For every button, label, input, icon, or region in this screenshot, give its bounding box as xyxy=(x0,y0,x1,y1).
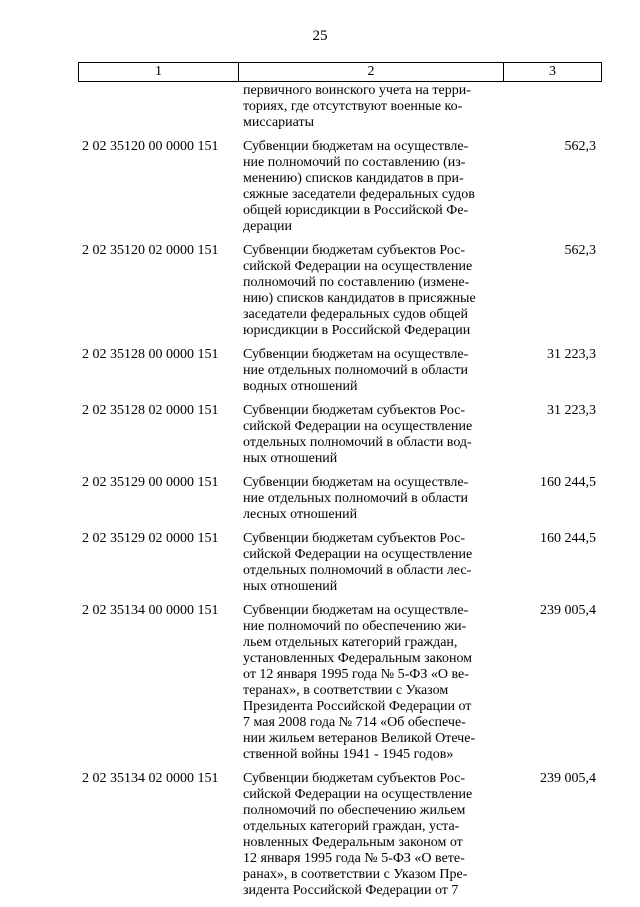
amount-cell: 562,3 xyxy=(564,243,596,258)
table-body xyxy=(78,83,602,907)
description-cell: Субвенции бюджетам на осуществле- ние полномочий по составлению (из- менению) списков кандидатов в при- сяжные заседатели федеральных судов общей юрисдикции в Российской Фе- дерации xyxy=(243,139,475,234)
description-cell: Субвенции бюджетам субъектов Рос- сийской Федерации на осуществление отдельных полномочий в области лес- ных отношений xyxy=(243,531,473,594)
description-cell: Субвенции бюджетам субъектов Рос- сийской Федерации на осуществление полномочий по составлению (измене- нию) списков кандидатов в присяжные заседатели федеральных судов общей юрисдикции в Российской Федерации xyxy=(243,243,476,338)
header-col-2: 2 xyxy=(239,63,504,81)
amount-cell: 31 223,3 xyxy=(547,403,596,418)
header-col-3: 3 xyxy=(549,64,556,79)
code-cell: 2 02 35128 02 0000 151 xyxy=(82,403,219,418)
amount-cell: 239 005,4 xyxy=(540,603,596,618)
amount-cell xyxy=(501,83,602,131)
table-row xyxy=(78,771,602,899)
table-row xyxy=(78,531,602,595)
code-cell: 2 02 35128 00 0000 151 xyxy=(82,347,219,362)
amount-cell: 31 223,3 xyxy=(547,347,596,362)
header-col-1: 1 xyxy=(79,63,239,81)
code-cell: 2 02 35134 00 0000 151 xyxy=(82,603,219,618)
description-cell: Субвенции бюджетам субъектов Рос- сийской Федерации на осуществление полномочий по обеспечению жильем отдельных категорий граждан, уста- новленных Федеральным законом от 12 января 1995 года № 5-ФЗ «О вете- ранах», в соответствии с Указом Пре- зидента Российской Федерации от 7 xyxy=(243,771,473,898)
description-cell: Субвенции бюджетам на осуществле- ние отдельных полномочий в области лесных отношений xyxy=(243,475,469,522)
code-cell xyxy=(78,83,239,131)
table-header xyxy=(78,62,602,82)
amount-cell: 160 244,5 xyxy=(540,475,596,490)
code-cell: 2 02 35129 00 0000 151 xyxy=(82,475,219,490)
page-number: 25 xyxy=(312,28,328,44)
description-cell: Субвенции бюджетам на осуществле- ние отдельных полномочий в области водных отношений xyxy=(243,347,469,394)
table-row xyxy=(78,475,602,523)
code-cell: 2 02 35134 02 0000 151 xyxy=(82,771,219,786)
table-row-continuation xyxy=(78,83,602,131)
table-row xyxy=(78,347,602,395)
amount-cell: 562,3 xyxy=(564,139,596,154)
code-cell: 2 02 35120 00 0000 151 xyxy=(82,139,219,154)
table-row xyxy=(78,603,602,763)
code-cell: 2 02 35120 02 0000 151 xyxy=(82,243,219,258)
amount-cell: 160 244,5 xyxy=(540,531,596,546)
code-cell: 2 02 35129 02 0000 151 xyxy=(82,531,219,546)
amount-cell: 239 005,4 xyxy=(540,771,596,786)
table-row xyxy=(78,243,602,339)
table-row xyxy=(78,403,602,467)
description-cell: первичного воинского учета на терри- ториях, где отсутствуют военные ко- миссариаты xyxy=(243,83,471,130)
description-cell: Субвенции бюджетам на осуществле- ние полномочий по обеспечению жи- льем отдельных категорий граждан, установленных Федеральным законом от 12 января 1995 года № 5-ФЗ «О ве- теранах», в соответствии с Указом Президента Российской Федерации от 7 мая 2008 года № 714 «Об обеспече- нии жильем ветеранов Великой Отече- ственной войны 1941 - 1945 годов» xyxy=(243,603,476,762)
description-cell: Субвенции бюджетам субъектов Рос- сийской Федерации на осуществление отдельных полномочий в области вод- ных отношений xyxy=(243,403,473,466)
table-row xyxy=(78,139,602,235)
